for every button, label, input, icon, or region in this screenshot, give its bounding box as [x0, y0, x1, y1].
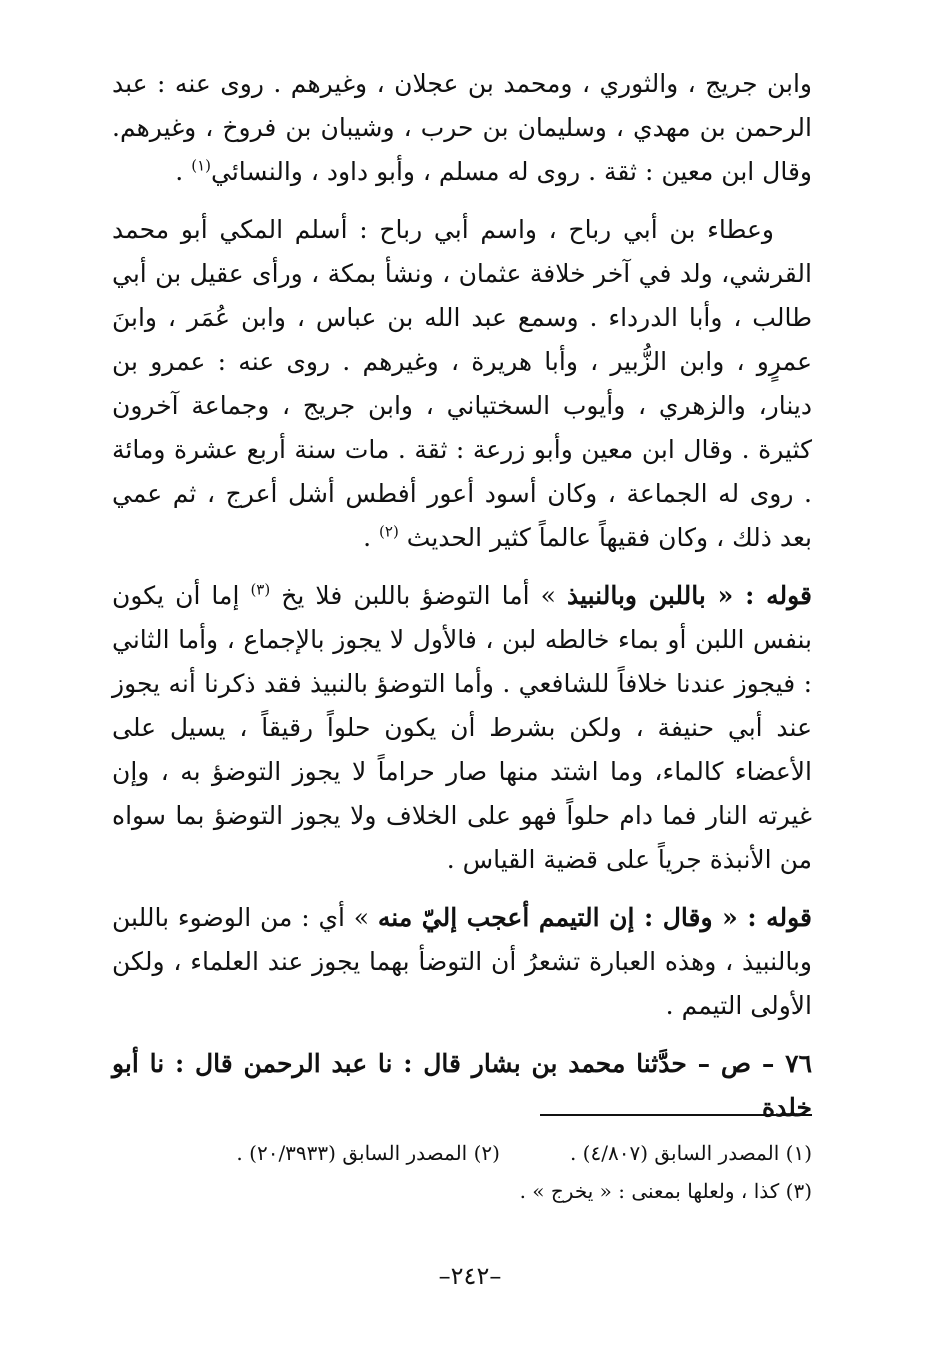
footnote-divider — [540, 1114, 812, 1116]
footnote-row — [112, 1134, 812, 1172]
paragraph-milk-nabidh: قوله : « باللبن وبالنبيذ » أما التوضؤ باللبن فلا يخ $^{(٣)}$ إما أن يكون بنفس اللبن أو بماء خالطه لبن ، فالأول لا يجوز بالإجماع ، وأما الثاني : فيجوز عندنا خلافاً للشافعي . وأما التوضؤ بالنبيذ فقد ذكرنا أنه يجوز عند أبي حنيفة ، ولكن بشرط أن يكون حلواً رقيقاً ، يسيل على الأعضاء كالماء، وما اشتد منها صار حراماً لا يجوز التوضؤ به ، وإن غيرته النار فما دام حلواً فهو على الخلاف ولا يجوز التوضؤ بما سواه من الأنبذة جرياً على قضية القياس . — [112, 580, 812, 874]
hadith-heading: ٧٦ – ص – حدَّثنا محمد بن بشار قال : نا عبد الرحمن قال : نا أبو خلدة — [112, 1049, 812, 1122]
footnotes — [112, 1134, 812, 1210]
page-number: –٢٤٢– — [438, 1262, 502, 1290]
footnote-marker: (٣) — [250, 580, 271, 599]
quoted-phrase: وقال : إن التيمم أعجب إليّ منه — [377, 903, 713, 932]
footnote-2: (٢) المصدر السابق (٢٠/٣٩٣٣) . — [236, 1141, 500, 1165]
footnote-3: (٣) كذا ، ولعلها بمعنى : « يخرج » . — [519, 1179, 812, 1203]
main-text — [112, 62, 812, 1144]
paragraph-ata-bio: وعطاء بن أبي رباح ، واسم أبي رباح : أسلم المكي أبو محمد القرشي، ولد في آخر خلافة عثمان ، ونشأ بمكة ، ورأى عقيل بن أبي طالب ، وأبا الدرداء . وسمع عبد الله بن عباس ، وابن عُمَر ، وابنَ عمرٍو ، وابن الزُّبير ، وأبا هريرة ، وغيرهم . روى عنه : عمرو بن دينار، والزهري ، وأيوب السختياني ، وابن جريج ، وجماعة آخرون كثيرة . وقال ابن معين وأبو زرعة : ثقة . مات سنة أربع عشرة ومائة . روى له الجماعة ، وكان أسود أعور أفطس أشل أعرج ، ثم عمي بعد ذلك ، وكان فقيهاً عالماً كثير الحديث $^{(٢)}$ . — [112, 215, 812, 552]
footnote-row — [112, 1172, 812, 1210]
footnote-marker: (٢) — [379, 522, 399, 541]
paragraph-text: وابن جريج ، والثوري ، ومحمد بن عجلان ، وغيرهم . روى عنه : عبد الرحمن بن مهدي ، وسليمان بن حرب ، وشيبان بن فروخ ، وغيرهم. وقال ابن معين : ثقة . روى له مسلم ، وأبو داود ، والنسائي — [112, 69, 812, 186]
paragraph-tayammum: قوله : « وقال : إن التيمم أعجب إليّ منه » أي : من الوضوء باللبن وبالنبيذ ، وهذه العبارة تشعرُ أن التوضأ بهما يجوز عند العلماء ، ولكن الأولى التيمم . — [112, 903, 812, 1020]
footnote-1: (١) المصدر السابق (٤/٨٠٧) . — [569, 1141, 812, 1165]
paragraph-narrators: وابن جريج ، والثوري ، ومحمد بن عجلان ، وغيرهم . روى عنه : عبد الرحمن بن مهدي ، وسليمان بن حرب ، وشيبان بن فروخ ، وغيرهم. وقال ابن معين : ثقة . روى له مسلم ، وأبو داود ، والنسائي$^{(١)}$ . — [112, 69, 812, 186]
paragraph-text: وعطاء بن أبي رباح ، واسم أبي رباح : أسلم المكي أبو محمد القرشي، ولد في آخر خلافة عثمان ، ونشأ بمكة ، ورأى عقيل بن أبي طالب ، وأبا الدرداء . وسمع عبد الله بن عباس ، وابن عُمَر ، وابنَ عمرٍو ، وابن الزُّبير ، وأبا هريرة ، وغيرهم . روى عنه : عمرو بن دينار، والزهري ، وأيوب السختياني ، وابن جريج ، وجماعة آخرون كثيرة . وقال ابن معين وأبو زرعة : ثقة . مات سنة أربع عشرة ومائة . روى له الجماعة ، وكان أسود أعور أفطس أشل أعرج ، ثم عمي بعد ذلك ، وكان فقيهاً عالماً كثير الحديث — [112, 215, 812, 552]
quoted-phrase: باللبن وبالنبيذ — [566, 581, 706, 610]
footnote-marker: (١) — [191, 156, 211, 175]
